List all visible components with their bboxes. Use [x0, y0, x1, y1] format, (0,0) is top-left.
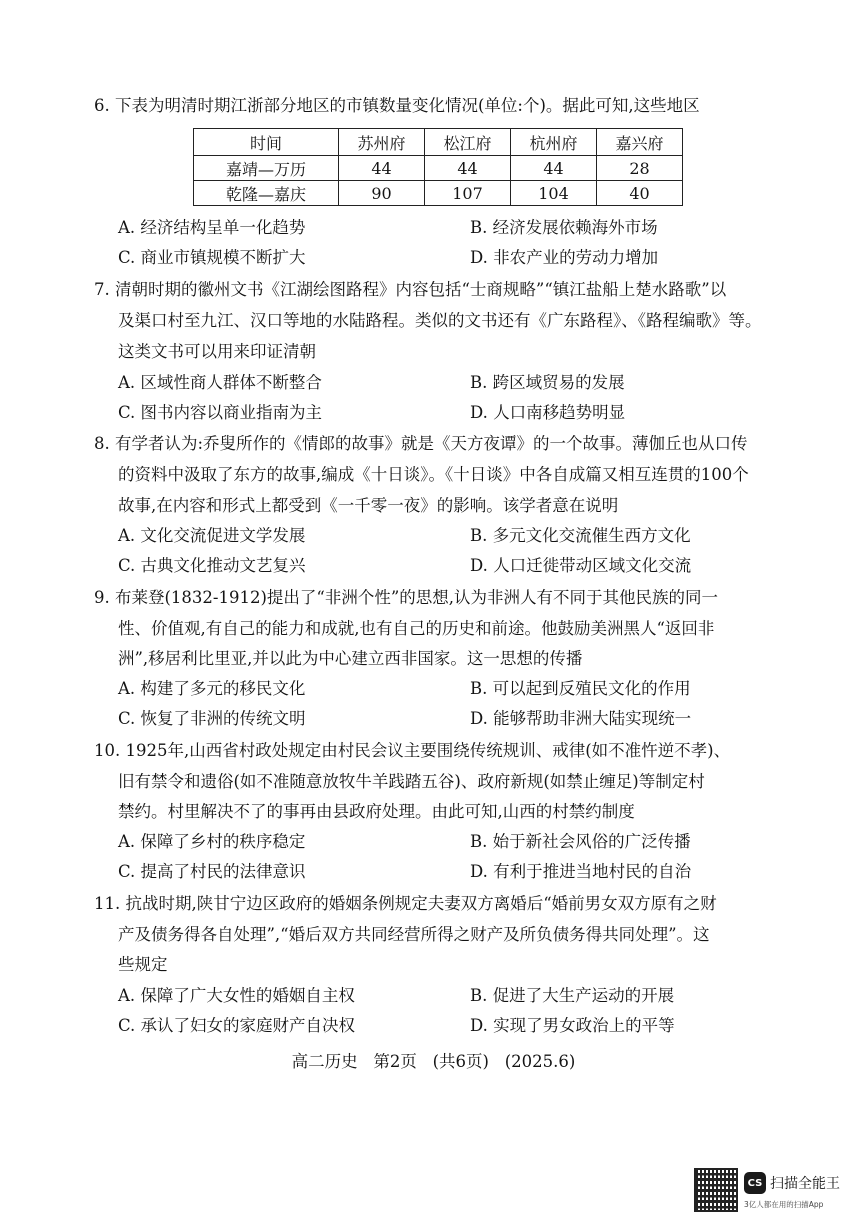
q10-option-b: B. 始于新社会风俗的广泛传播	[470, 832, 691, 851]
table-header-cell: 嘉兴府	[597, 129, 683, 156]
q9-option-c: C. 恢复了非洲的传统文明	[118, 709, 306, 728]
q7-stem-line: 7. 清朝时期的徽州文书《江湖绘图路程》内容包括“士商规略”“镇江盐船上楚水路歌”以	[94, 280, 727, 299]
q10-option-a: A. 保障了乡村的秩序稳定	[118, 832, 306, 851]
q7-option-d: D. 人口南移趋势明显	[470, 403, 626, 422]
q9-stem-line: 9. 布莱登(1832-1912)提出了“非洲个性”的思想,认为非洲人有不同于其他民族的同一	[94, 588, 719, 607]
table-cell: 40	[597, 181, 683, 206]
table-cell: 28	[597, 156, 683, 181]
table-cell: 90	[339, 181, 425, 206]
q11-option-d: D. 实现了男女政治上的平等	[470, 1016, 675, 1035]
q7-option-a: A. 区域性商人群体不断整合	[118, 373, 322, 392]
q10-stem-line: 旧有禁令和遗俗(如不准随意放牧牛羊践踏五谷)、政府新规(如禁止缠足)等制定村	[118, 772, 705, 791]
q7-stem-line: 及渠口村至九江、汉口等地的水陆路程。类似的文书还有《广东路程》、《路程编歌》等。	[118, 311, 762, 330]
q8-option-a: A. 文化交流促进文学发展	[118, 526, 306, 545]
watermark-subtitle: 3亿人都在用的扫描App	[744, 1200, 824, 1209]
q6-option-c: C. 商业市镇规模不断扩大	[118, 248, 306, 267]
q10-stem-line: 禁约。村里解决不了的事再由县政府处理。由此可知,山西的村禁约制度	[118, 802, 635, 821]
q8-option-d: D. 人口迁徙带动区域文化交流	[470, 556, 692, 575]
table-header-row	[194, 129, 683, 156]
q9-option-a: A. 构建了多元的移民文化	[118, 679, 306, 698]
q8-option-c: C. 古典文化推动文艺复兴	[118, 556, 306, 575]
q11-stem-line: 产及债务得各自处理”,“婚后双方共同经营所得之财产及所负债务得共同处理”。这	[118, 925, 710, 944]
q9-stem-line: 性、价值观,有自己的能力和成就,也有自己的历史和前途。他鼓励美洲黑人“返回非	[118, 619, 715, 638]
table-header-cell: 时间	[194, 129, 339, 156]
q9-option-b: B. 可以起到反殖民文化的作用	[470, 679, 691, 698]
q6-option-b: B. 经济发展依赖海外市场	[470, 218, 658, 237]
q8-stem-line: 的资料中汲取了东方的故事,编成《十日谈》。《十日谈》中各自成篇又相互连贯的100个	[118, 465, 749, 484]
q8-option-b: B. 多元文化交流催生西方文化	[470, 526, 691, 545]
watermark-brand: 扫描全能王	[770, 1176, 840, 1192]
page-footer: 高二历史 第2页 (共6页) (2025.6)	[291, 1052, 576, 1071]
q6-option-a: A. 经济结构呈单一化趋势	[118, 218, 306, 237]
q11-option-c: C. 承认了妇女的家庭财产自决权	[118, 1016, 356, 1035]
q9-stem-line: 洲”,移居利比里亚,并以此为中心建立西非国家。这一思想的传播	[118, 649, 583, 668]
q10-option-d: D. 有利于推进当地村民的自治	[470, 862, 692, 881]
table-cell: 104	[511, 181, 597, 206]
market-town-table	[193, 128, 683, 206]
table-cell: 乾隆—嘉庆	[194, 181, 339, 206]
table-cell: 44	[511, 156, 597, 181]
q11-option-b: B. 促进了大生产运动的开展	[470, 986, 675, 1005]
table-header-cell: 杭州府	[511, 129, 597, 156]
q8-stem-line: 8. 有学者认为:乔叟所作的《情郎的故事》就是《天方夜谭》的一个故事。薄伽丘也从口传	[94, 434, 748, 453]
q6-option-d: D. 非农产业的劳动力增加	[470, 248, 659, 267]
q7-option-c: C. 图书内容以商业指南为主	[118, 403, 323, 422]
table-header-cell: 苏州府	[339, 129, 425, 156]
table-cell: 107	[425, 181, 511, 206]
camscanner-logo-icon: CS	[744, 1172, 766, 1194]
table-row	[194, 181, 683, 206]
q7-stem-line: 这类文书可以用来印证清朝	[118, 342, 316, 361]
q7-option-b: B. 跨区域贸易的发展	[470, 373, 625, 392]
q11-stem-line: 些规定	[118, 955, 168, 974]
q10-option-c: C. 提高了村民的法律意识	[118, 862, 306, 881]
q6-stem: 6. 下表为明清时期江浙部分地区的市镇数量变化情况(单位:个)。据此可知,这些地区	[94, 96, 700, 115]
q11-option-a: A. 保障了广大女性的婚姻自主权	[118, 986, 355, 1005]
qr-code-icon	[694, 1168, 738, 1212]
table-cell: 44	[425, 156, 511, 181]
q9-option-d: D. 能够帮助非洲大陆实现统一	[470, 709, 692, 728]
table-cell: 嘉靖—万历	[194, 156, 339, 181]
table-header-cell: 松江府	[425, 129, 511, 156]
q8-stem-line: 故事,在内容和形式上都受到《一千零一夜》的影响。该学者意在说明	[118, 496, 619, 515]
q10-stem-line: 10. 1925年,山西省村政处规定由村民会议主要围绕传统规训、戒律(如不准忤逆不孝)、	[94, 741, 731, 760]
table-cell: 44	[339, 156, 425, 181]
table-row	[194, 156, 683, 181]
q11-stem-line: 11. 抗战时期,陕甘宁边区政府的婚姻条例规定夫妻双方离婚后“婚前男女双方原有之财	[94, 894, 717, 913]
